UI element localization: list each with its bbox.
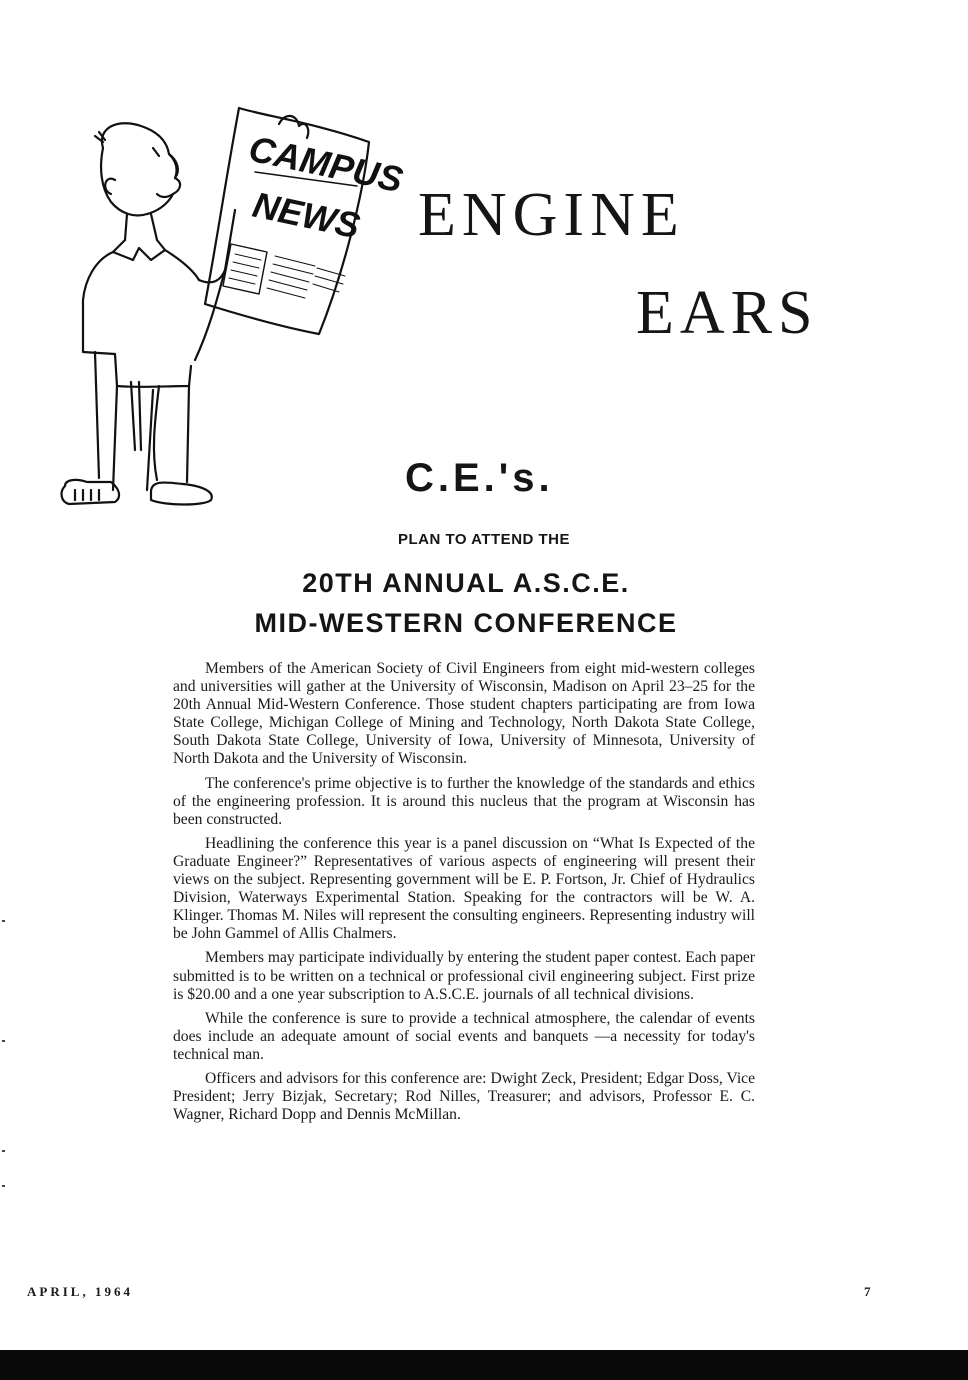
scan-edge-mark [2, 1040, 5, 1042]
article-paragraph: Officers and advisors for this conference are: Dwight Zeck, President; Edgar Doss, Vice President; Jerry Bizjak, Secretary; Rod Nilles, Treasurer; and advisors, Professor E. C. Wagner, Richard Dopp and Dennis McMillan. [173, 1069, 755, 1124]
subheading: PLAN TO ATTEND THE [397, 531, 571, 548]
article-title-line1: 20TH ANNUAL A.S.C.E. [302, 568, 630, 598]
article-paragraph: While the conference is sure to provide a technical atmosphere, the calendar of events does include an adequate amount of social events and banquets —a necessity for today's technical man. [173, 1009, 755, 1063]
article-paragraph: The conference's prime objective is to further the knowledge of the standards and ethics of the engineering profession. It is around this nucleus that the program at Wisconsin has been constructed. [173, 774, 755, 828]
scan-edge-mark [2, 1185, 5, 1187]
masthead-ears: EARS [636, 279, 819, 347]
article-paragraph: Members may participate individually by entering the student paper contest. Each paper submitted is to be written on a technical or professional civil engineering subject. First prize is $20.00 and a one year subscription to A.S.C.E. journals of all technical divisions. [173, 949, 755, 1003]
cartoon-man-reading-newspaper [55, 90, 407, 520]
article-title-line2: MID-WESTERN CONFERENCE [254, 608, 678, 638]
footer-issue-date: APRIL, 1964 [27, 1284, 133, 1299]
masthead-engine: ENGINE [418, 181, 685, 249]
article-paragraph: Members of the American Society of Civil Engineers from eight mid-western colleges and universities will gather at the University of Wisconsin, Madison on April 23–25 for the 20th Annual Mid-Western Conference. Those student chapters participating are from Iowa State College, Michigan College of Mining and Technology, North Dakota State College, South Dakota State College, University of Iowa, University of Minnesota, University of North Dakota and the University of Wisconsin. [173, 660, 755, 768]
newspaper-title-line2: NEWS [249, 183, 364, 247]
scan-edge-mark [2, 920, 5, 922]
section-kicker: C.E.'s. [405, 456, 554, 500]
footer-page-number: 7 [864, 1284, 871, 1299]
scan-bottom-border [0, 1350, 968, 1380]
article-paragraph: Headlining the conference this year is a panel discussion on “What Is Expected of the Graduate Engineer?” Representatives of various aspects of engineering will present their views on the subject. Representing government will be E. P. Fortson, Jr. Chief of Hydraulics Division, Waterways Experimental Station. Speaking for the contractors will be W. A. Klinger. Thomas M. Niles will represent the consulting engineers. Representing industry will be John Gammel of Allis Chalmers. [173, 834, 755, 943]
newspaper-title-line1: CAMPUS [245, 127, 407, 201]
article-body [173, 660, 755, 1130]
scan-edge-mark [2, 1150, 5, 1152]
